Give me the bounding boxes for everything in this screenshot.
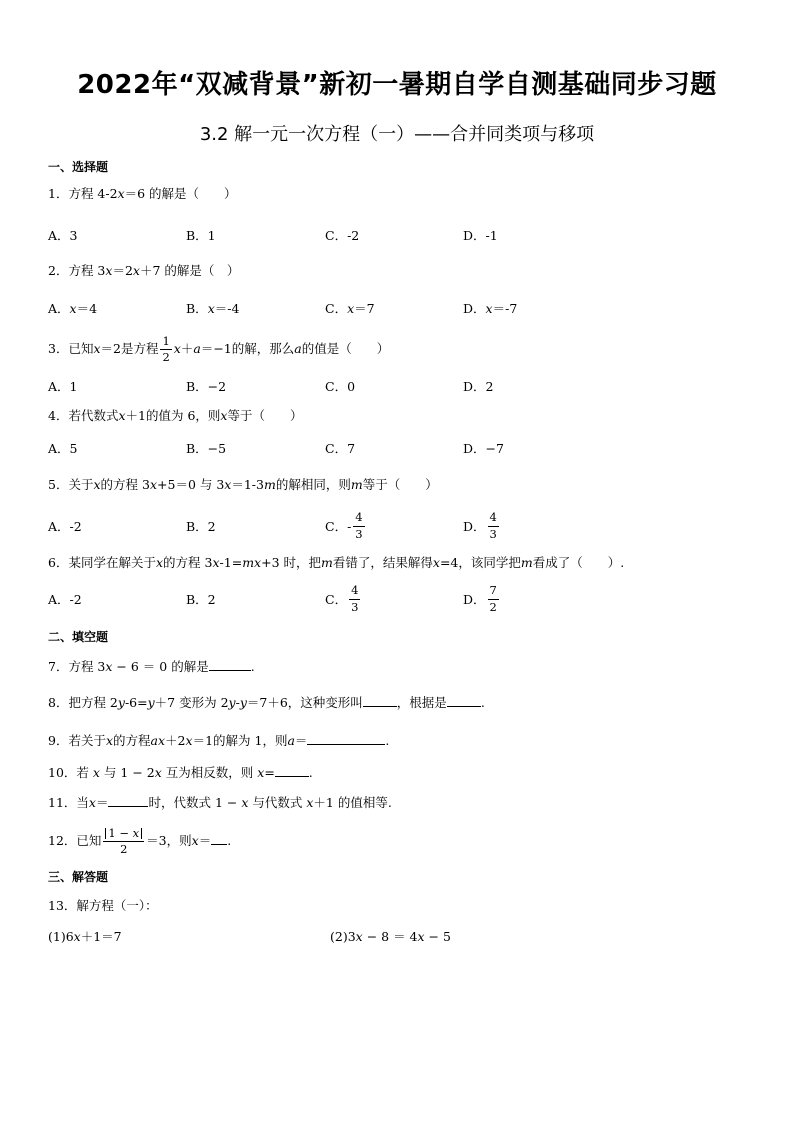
question-1-options — [48, 218, 748, 252]
question-3-options — [48, 369, 748, 403]
option-d: D． x ＝-7 — [463, 300, 518, 316]
answer-blank — [363, 694, 397, 707]
option-b: B．−2 — [186, 379, 227, 394]
question-4-options — [48, 431, 748, 465]
question-13: 13．解方程（一）： — [48, 898, 158, 913]
question-13-part-1: (1)6x＋1＝7 — [48, 929, 122, 944]
option-d: D． $\frac{7}{2}$ — [463, 583, 497, 614]
option-b: B．2 — [186, 592, 216, 607]
option-d: D． $\frac{4}{3}$ — [463, 510, 497, 541]
answer-blank — [211, 832, 227, 845]
option-d: D．2 — [463, 379, 494, 394]
question-2-options — [48, 291, 748, 325]
page-subtitle: 3.2 解一元一次方程（一）——合并同类项与移项 — [199, 124, 595, 145]
option-a: A．-2 — [48, 592, 82, 607]
option-b: B．1 — [186, 228, 216, 243]
option-c: C．-2 — [325, 228, 360, 243]
question-6-options — [48, 582, 748, 616]
option-d: D．-1 — [463, 228, 498, 243]
option-c: C．- $\frac{4}{3}$ — [325, 510, 363, 541]
fraction: $\frac{7}{2}$ — [489, 583, 497, 614]
fraction: $\frac{4}{3}$ — [351, 583, 359, 614]
answer-blank — [209, 658, 251, 671]
question-3: 3．已知x＝2是方程 $\frac{1}{2}$ x＋a＝−1的解，那么a的值是（ ） — [48, 333, 390, 364]
fraction: $\frac{1 - x}{2}$ — [103, 828, 144, 856]
option-a: A． x ＝4 — [48, 300, 98, 316]
absolute-value: 1 − x — [105, 828, 142, 840]
question-11: 11．当x＝ 时，代数式 1 − x 与代数式 x＋1 的值相等. — [48, 795, 392, 810]
question-1: 1．方程 4-2x＝6 的解是（ ） — [48, 186, 237, 201]
option-a: A．3 — [48, 228, 78, 243]
question-6: 6．某同学在解关于x的方程 3x-1=mx+3 时，把m看错了，结果解得x=4，该同学把m看成了（ ）. — [48, 555, 625, 570]
option-a: A．5 — [48, 441, 78, 456]
question-5-options — [48, 509, 748, 543]
option-a: A．1 — [48, 379, 78, 394]
option-c: C．7 — [325, 441, 356, 456]
section-heading-solve: 三、解答题 — [48, 870, 109, 884]
question-10: 10．若 x 与 1 − 2x 互为相反数，则 x= . — [48, 765, 313, 780]
option-b: B．2 — [186, 519, 216, 534]
question-13-part-2: (2)3x − 8 ＝ 4x − 5 — [330, 929, 451, 944]
question-4: 4．若代数式x＋1的值为 6，则x等于（ ） — [48, 408, 303, 423]
option-c: C． x ＝7 — [325, 300, 375, 316]
fraction: $\frac{1}{2}$ — [162, 333, 170, 364]
answer-blank — [275, 764, 309, 777]
page-title: 2022年“双减背景”新初一暑期自学自测基础同步习题 — [77, 70, 717, 100]
fraction: $\frac{4}{3}$ — [489, 510, 497, 541]
question-5: 5．关于x的方程 3x+5＝0 与 3x＝1-3m的解相同，则m等于（ ） — [48, 477, 438, 492]
question-9: 9．若关于x的方程ax＋2x＝1的解为 1，则a＝ . — [48, 733, 390, 748]
question-2: 2．方程 3x＝2x＋7 的解是（ ） — [48, 263, 240, 278]
question-7: 7．方程 3x − 6 ＝ 0 的解是 . — [48, 659, 255, 674]
section-heading-choice: 一、选择题 — [48, 160, 109, 174]
question-12: 12．已知 $\frac{1 - x}{2}$ ＝3，则x＝ . — [48, 825, 232, 856]
section-heading-fill: 二、填空题 — [48, 630, 109, 644]
fraction: $\frac{4}{3}$ — [355, 510, 363, 541]
question-8: 8．把方程 2y-6=y＋7 变形为 2y-y＝7＋6，这种变形叫 ，根据是 . — [48, 695, 485, 710]
option-c: C． $\frac{4}{3}$ — [325, 583, 359, 614]
answer-blank — [447, 694, 481, 707]
option-a: A．-2 — [48, 519, 82, 534]
option-b: B． x ＝-4 — [186, 300, 240, 316]
option-c: C．0 — [325, 379, 356, 394]
answer-blank — [108, 794, 148, 807]
answer-blank — [307, 732, 385, 745]
option-b: B．−5 — [186, 441, 227, 456]
option-d: D．−7 — [463, 441, 504, 456]
